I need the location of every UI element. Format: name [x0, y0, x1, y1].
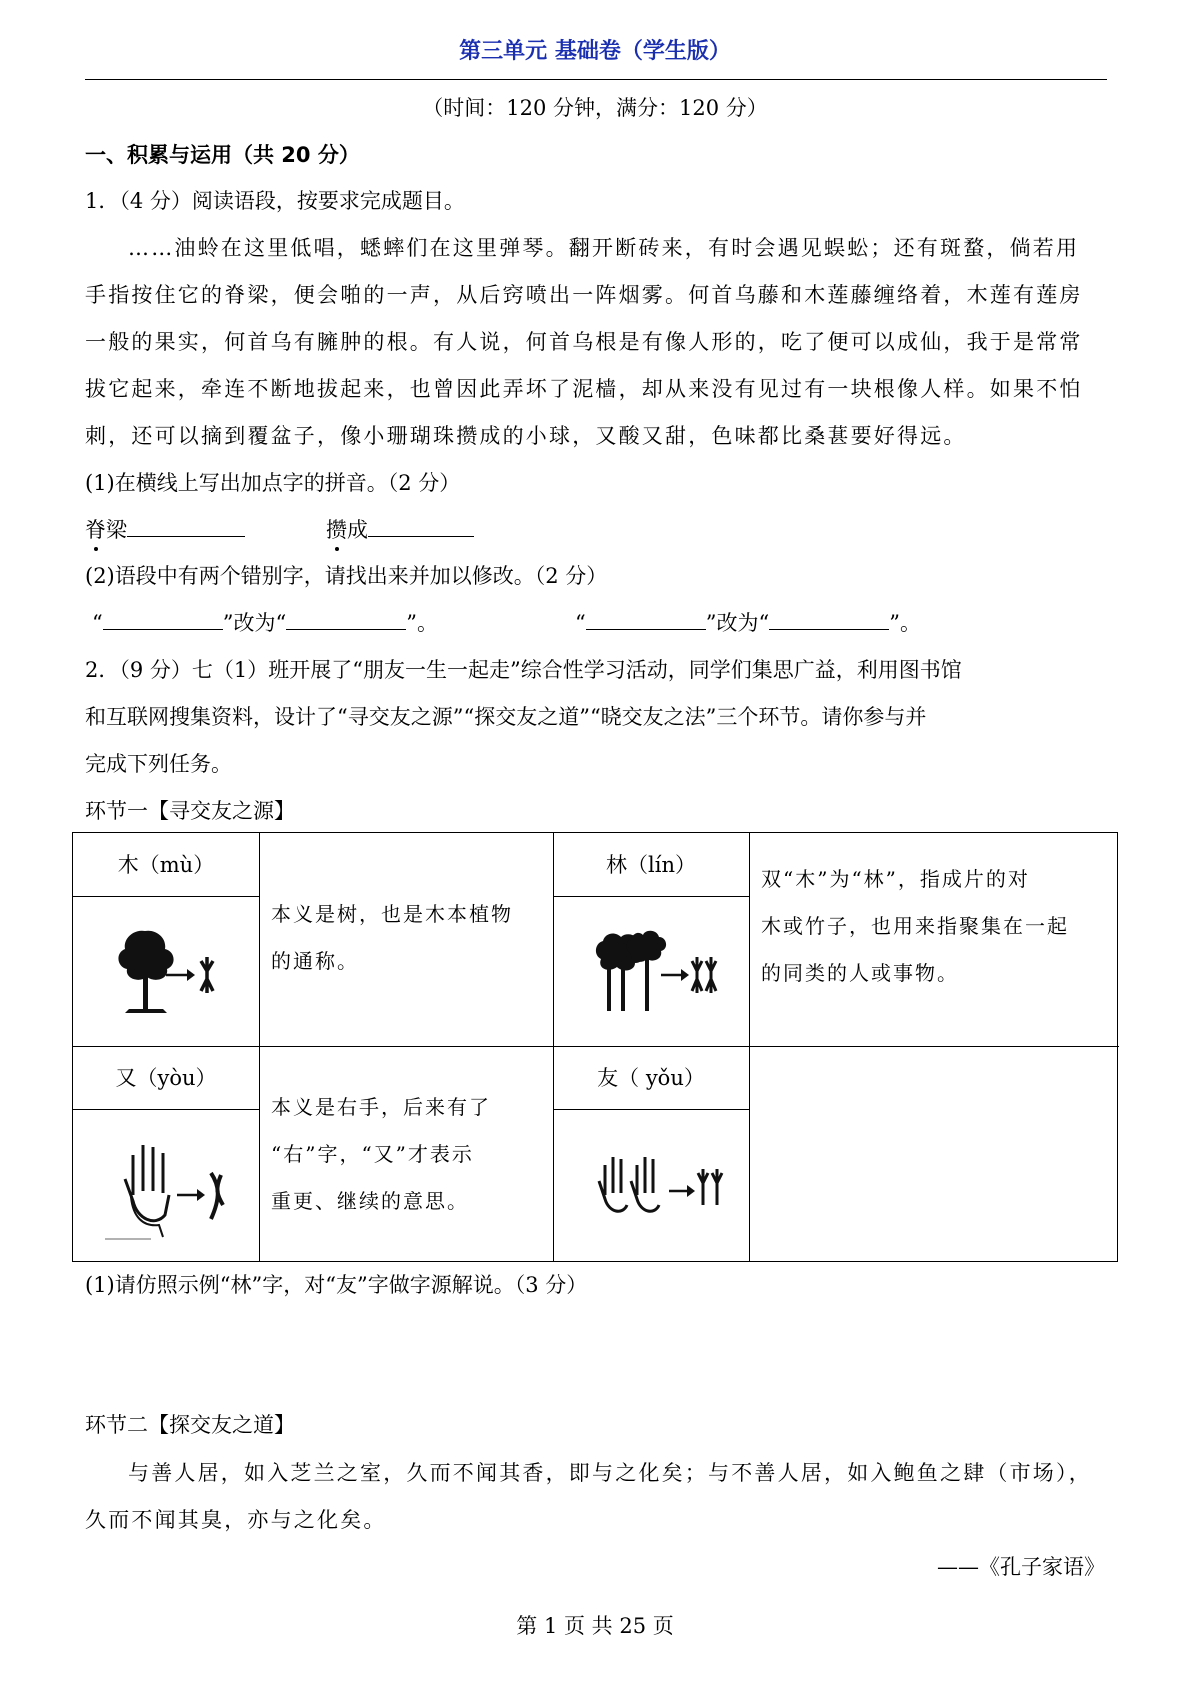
change-to-label: 改为 — [716, 611, 759, 635]
mu-explanation — [271, 891, 513, 985]
table-row-divider — [553, 896, 749, 897]
lin-explanation — [761, 856, 1069, 997]
classic-quote-line: 与善人居，如入芝兰之室，久而不闻其香，即与之化矣；与不善人居，如入鲍鱼之肆（市场）， — [128, 1461, 1092, 1485]
you-explanation — [271, 1084, 491, 1225]
correction-item-1 — [92, 607, 438, 638]
dotted-char: 攒 — [326, 515, 347, 545]
text-line: 木或竹子，也用来指聚集在一起 — [761, 914, 1069, 938]
q1-sub2: (2)语段中有两个错别字，请找出来并加以修改。（2 分） — [85, 564, 608, 588]
period: 。 — [417, 611, 438, 635]
exam-time-info: （时间：120 分钟，满分：120 分） — [422, 96, 768, 120]
char-label-friend: 友（ yǒu） — [597, 1066, 705, 1090]
text-line: 本义是右手，后来有了 — [271, 1095, 491, 1119]
pinyin-item-1 — [85, 514, 245, 545]
wrong-char-blank[interactable] — [586, 607, 706, 630]
char-label-you: 又（yòu） — [115, 1066, 217, 1090]
page-number: 第 1 页 共 25 页 — [516, 1614, 674, 1638]
change-to-label: 改为 — [233, 611, 276, 635]
quote-mark: ” — [222, 611, 234, 635]
pinyin-item-2 — [326, 514, 474, 545]
text-line: 双“木”为“林”，指成片的对 — [761, 867, 1030, 891]
quote-mark: “ — [275, 611, 287, 635]
quote-mark: ” — [889, 611, 900, 635]
text-line: 的同类的人或事物。 — [761, 961, 959, 985]
quote-mark: “ — [92, 611, 103, 635]
char-label-lin: 林（lín） — [606, 853, 696, 877]
table-divider — [259, 833, 260, 1261]
two-hands-glyph-icon — [593, 1135, 733, 1235]
wrong-char-blank[interactable] — [103, 607, 223, 630]
correction-item-2 — [575, 607, 921, 638]
table-row-divider — [73, 1109, 259, 1110]
table-row-divider — [73, 896, 259, 897]
pinyin-answer-blank[interactable] — [127, 514, 245, 537]
text-line: 重更、继续的意思。 — [271, 1189, 469, 1213]
table-divider — [553, 833, 554, 1261]
table-row-divider — [73, 1046, 1119, 1047]
section-title: 一、积累与运用（共 20 分） — [85, 143, 360, 167]
period: 。 — [900, 611, 921, 635]
quote-mark: “ — [758, 611, 770, 635]
word-rest: 成 — [347, 518, 368, 542]
q1-passage-line: ……油蛉在这里低唱，蟋蟀们在这里弹琴。翻开断砖来，有时会遇见蜈蚣；还有斑蝥，倘若用 — [128, 236, 1080, 260]
q1-passage-line: 拔它起来，牵连不断地拔起来，也曾因此弄坏了泥樯，却从来没有见过有一块根像人样。如果不怕 — [85, 377, 1083, 401]
q1-passage-line: 一般的果实，何首乌有臃肿的根。有人说，何首乌根是有像人形的，吃了便可以成仙，我于是常常 — [85, 330, 1083, 354]
q1-stem: 1．（4 分）阅读语段，按要求完成题目。 — [85, 189, 465, 213]
table-divider — [749, 833, 750, 1261]
text-line: “右”字，“又”才表示 — [271, 1142, 474, 1166]
q1-passage-line: 手指按住它的脊梁，便会啪的一声，从后窍喷出一阵烟雾。何首乌藤和木莲藤缠络着，木莲有莲房 — [85, 283, 1083, 307]
dotted-char: 脊 — [85, 515, 106, 545]
classic-quote-line: 久而不闻其臭，亦与之化矣。 — [85, 1508, 387, 1532]
text-line: 本义是树，也是木本植物 — [271, 902, 513, 926]
link1-title: 环节一【寻交友之源】 — [85, 799, 295, 823]
char-origin-table — [72, 832, 1118, 1262]
quote-mark: “ — [575, 611, 586, 635]
quote-source: ——《孔子家语》 — [937, 1555, 1105, 1579]
q1-passage-line: 刺，还可以摘到覆盆子，像小珊瑚珠攒成的小球，又酸又甜，色味都比桑葚要好得远。 — [85, 424, 967, 448]
link2-title: 环节二【探交友之道】 — [85, 1413, 295, 1437]
char-label-mu: 木（mù） — [117, 853, 215, 877]
forest-glyph-icon — [591, 923, 721, 1023]
q2-stem-line: 2．（9 分）七（1）班开展了“朋友一生一起走”综合性学习活动，同学们集思广益，利用图书馆 — [85, 658, 962, 682]
text-line: 的通称。 — [271, 949, 359, 973]
correct-char-blank[interactable] — [286, 607, 406, 630]
q1-sub1: (1)在横线上写出加点字的拼音。（2 分） — [85, 471, 461, 495]
correct-char-blank[interactable] — [769, 607, 889, 630]
q2-stem-line: 和互联网搜集资料，设计了“寻交友之源”“探交友之道”“晓交友之法”三个环节。请你参与并 — [85, 705, 927, 729]
header-rule — [85, 79, 1107, 80]
page-title: 第三单元 基础卷（学生版） — [459, 39, 731, 64]
quote-mark: ” — [705, 611, 717, 635]
quote-mark: ” — [406, 611, 417, 635]
pinyin-answer-blank[interactable] — [368, 514, 474, 537]
word-rest: 梁 — [106, 518, 127, 542]
q2-sub1: (1)请仿照示例“林”字，对“友”字做字源解说。（3 分） — [85, 1273, 588, 1297]
q2-stem-line: 完成下列任务。 — [85, 752, 232, 776]
hand-glyph-icon — [103, 1135, 233, 1245]
table-row-divider — [553, 1109, 749, 1110]
tree-glyph-icon — [111, 923, 221, 1023]
